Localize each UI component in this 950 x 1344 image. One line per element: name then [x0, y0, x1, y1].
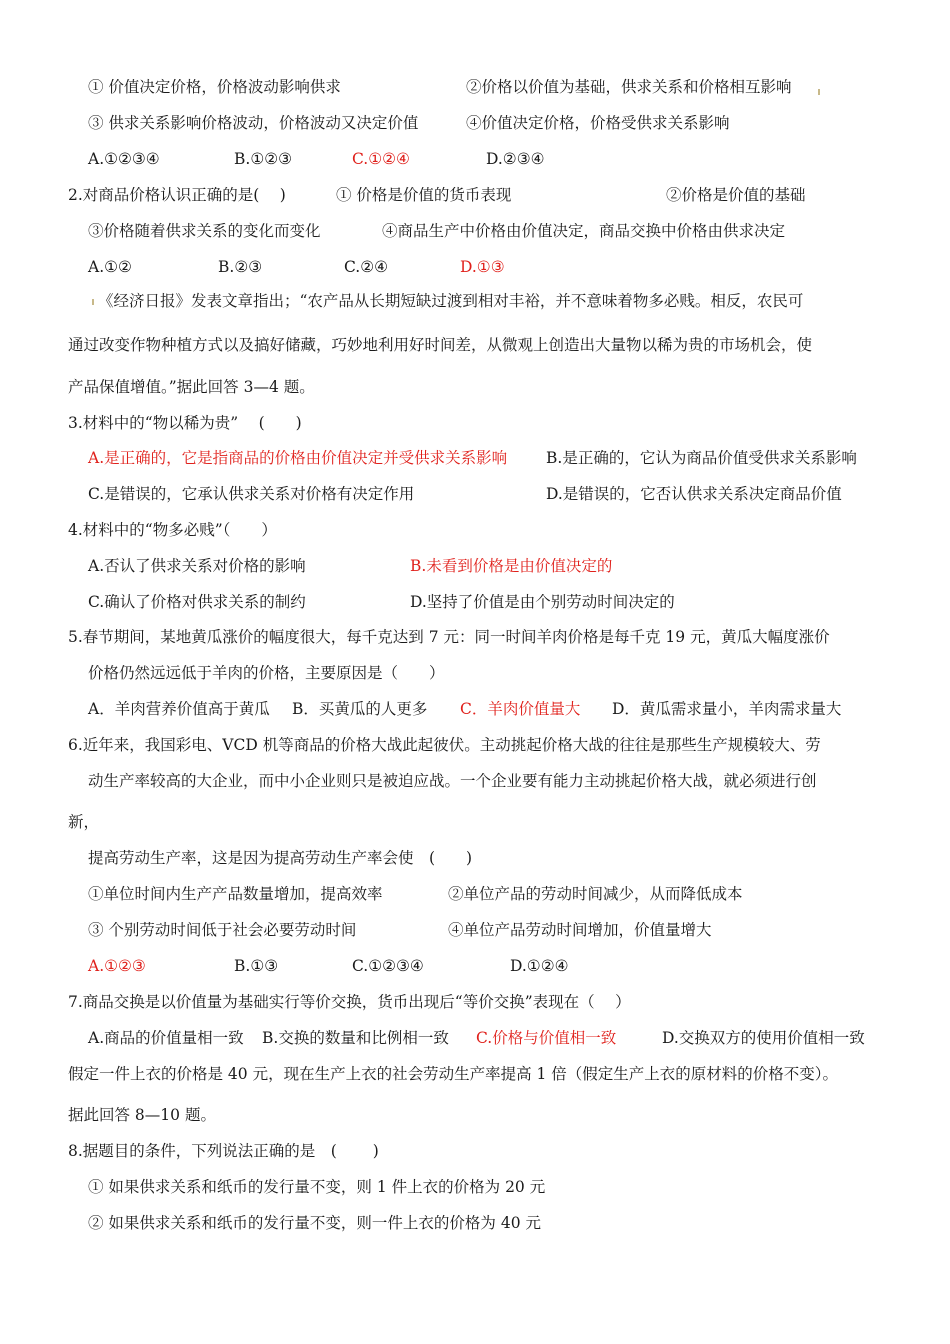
stray-mark — [818, 89, 820, 95]
q6-choice-b: B.①③ — [234, 957, 279, 975]
q4-choice-b-answer: B.未看到价格是由价值决定的 — [410, 557, 613, 575]
q1-choice-d: D.②③④ — [486, 150, 545, 168]
q6-stem-1: 6.近年来，我国彩电、VCD 机等商品的价格大战此起彼伏。主动挑起价格大战的往往是那些生产规模较大、劳 — [68, 736, 821, 754]
q3-choice-d: D.是错误的，它否认供求关系决定商品价值 — [546, 485, 842, 503]
stray-mark — [92, 299, 94, 305]
q3-choice-c: C.是错误的，它承认供求关系对价格有决定作用 — [88, 485, 415, 503]
q7-stem: 7.商品交换是以价值量为基础实行等价交换，货币出现后“等价交换”表现在（ ） — [68, 993, 631, 1011]
q1-choice-c-answer: C.①②④ — [352, 150, 410, 168]
q2-option-3: ③价格随着供求关系的变化而变化 — [88, 222, 321, 240]
q2-choice-d-answer: D.①③ — [460, 258, 505, 276]
q2-choice-a: A.①② — [88, 258, 132, 276]
q5-stem-1: 5.春节期间，某地黄瓜涨价的幅度很大，每千克达到 7 元：同一时间羊肉价格是每千克 19 元，黄瓜大幅度涨价 — [68, 628, 830, 646]
q1-option-2: ②价格以价值为基础，供求关系和价格相互影响 — [466, 78, 792, 96]
q6-option-1: ①单位时间内生产产品数量增加，提高效率 — [88, 885, 383, 903]
q6-choice-a-answer: A.①②③ — [88, 957, 146, 975]
q5-choice-d: D．黄瓜需求量小，羊肉需求量大 — [612, 700, 842, 718]
q8-stem: 8.据题目的条件，下列说法正确的是 ( ) — [68, 1142, 379, 1160]
q2-choice-b: B.②③ — [218, 258, 263, 276]
q1-option-4: ④价值决定价格，价格受供求关系影响 — [466, 114, 730, 132]
q6-stem-4: 提高劳动生产率，这是因为提高劳动生产率会使 ( ) — [88, 849, 473, 867]
q4-choice-c: C.确认了价格对供求关系的制约 — [88, 593, 306, 611]
q3-choice-a-answer: A.是正确的，它是指商品的价格由价值决定并受供求关系影响 — [88, 449, 508, 467]
q2-option-2: ②价格是价值的基础 — [666, 186, 806, 204]
q5-choice-b: B．买黄瓜的人更多 — [292, 700, 428, 718]
q6-choice-c: C.①②③④ — [352, 957, 424, 975]
q6-stem-2: 动生产率较高的大企业，而中小企业则只是被迫应战。一个企业要有能力主动挑起价格大战，就必须进行创 — [88, 772, 817, 790]
q3-choice-b: B.是正确的，它认为商品价值受供求关系影响 — [546, 449, 857, 467]
intro-8-10-line-1: 假定一件上衣的价格是 40 元，现在生产上衣的社会劳动生产率提高 1 倍（假定生产上衣的原材料的价格不变）。 — [68, 1065, 839, 1083]
q5-choice-a: A．羊肉营养价值高于黄瓜 — [88, 700, 270, 718]
q6-stem-3: 新， — [68, 813, 100, 831]
q6-option-4: ④单位产品劳动时间增加，价值量增大 — [448, 921, 712, 939]
q7-choice-d: D.交换双方的使用价值相一致 — [662, 1029, 865, 1047]
material-line-2: 通过改变作物种植方式以及搞好储藏，巧妙地利用好时间差，从微观上创造出大量物以稀为贵的市场机会，使 — [68, 336, 813, 354]
q8-option-2: ② 如果供求关系和纸币的发行量不变，则一件上衣的价格为 40 元 — [88, 1214, 542, 1232]
q3-stem: 3.材料中的“物以稀为贵” ( ) — [68, 414, 302, 432]
q4-stem: 4.材料中的“物多必贱”（ ） — [68, 521, 277, 539]
material-line-3: 产品保值增值。”据此回答 3—4 题。 — [68, 378, 315, 396]
q2-choice-c: C.②④ — [344, 258, 389, 276]
q6-option-3: ③ 个别劳动时间低于社会必要劳动时间 — [88, 921, 357, 939]
q2-option-4: ④商品生产中价格由价值决定，商品交换中价格由供求决定 — [382, 222, 786, 240]
q2-stem: 2.对商品价格认识正确的是( ) — [68, 186, 286, 204]
q6-choice-d: D.①②④ — [510, 957, 569, 975]
q5-choice-c-answer: C．羊肉价值量大 — [460, 700, 581, 718]
q1-option-3: ③ 供求关系影响价格波动，价格波动又决定价值 — [88, 114, 419, 132]
q1-option-1: ① 价值决定价格，价格波动影响供求 — [88, 78, 341, 96]
material-line-1: 《经济日报》发表文章指出；“农产品从长期短缺过渡到相对丰裕，并不意味着物多必贱。相反，农民可 — [98, 292, 804, 310]
q4-choice-d: D.坚持了价值是由个别劳动时间决定的 — [410, 593, 675, 611]
q1-choice-b: B.①②③ — [234, 150, 293, 168]
q1-choice-a: A.①②③④ — [88, 150, 160, 168]
q6-option-2: ②单位产品的劳动时间减少，从而降低成本 — [448, 885, 743, 903]
q7-choice-b: B.交换的数量和比例相一致 — [262, 1029, 449, 1047]
q5-stem-2: 价格仍然远远低于羊肉的价格，主要原因是（ ） — [88, 664, 445, 682]
q7-choice-c-answer: C.价格与价值相一致 — [476, 1029, 617, 1047]
q7-choice-a: A.商品的价值量相一致 — [88, 1029, 244, 1047]
intro-8-10-line-2: 据此回答 8—10 题。 — [68, 1106, 216, 1124]
q2-option-1: ① 价格是价值的货币表现 — [336, 186, 512, 204]
q4-choice-a: A.否认了供求关系对价格的影响 — [88, 557, 306, 575]
q8-option-1: ① 如果供求关系和纸币的发行量不变，则 1 件上衣的价格为 20 元 — [88, 1178, 546, 1196]
